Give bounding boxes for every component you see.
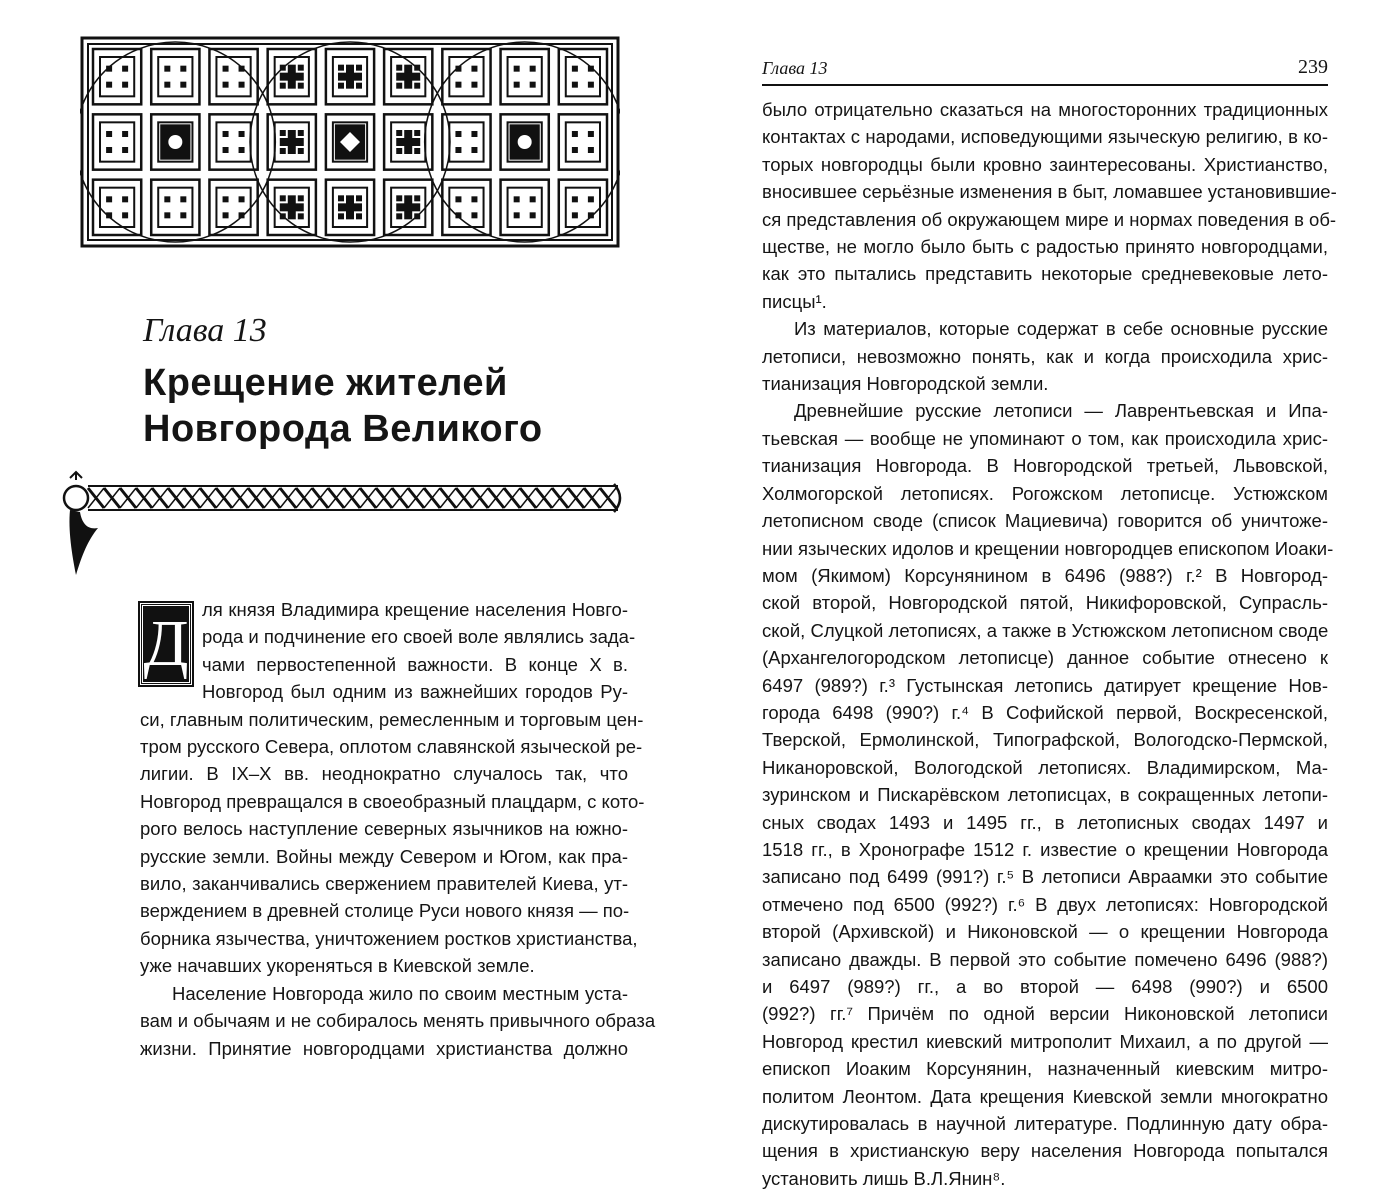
text-line: тьевская — вообще не упоминают о том, как происходила хрис- [762,427,1328,449]
ornament-cell [93,114,141,169]
text-line: чами первостепенной важности. В конце X в. [202,653,628,675]
ornament-cell [326,49,374,104]
text-line: верждением в древней столице Руси нового князя — по- [140,900,630,922]
text-line: Новгород превращался в своеобразный плацдарм, с кото- [140,790,645,812]
text-line: щения в христианскую веру населения Новгорода попытался [762,1140,1328,1162]
knot-icon [64,486,88,510]
text-line: Из материалов, которые содержат в себе основные русские [794,318,1328,340]
text-line: ской, Слуцкой летописях, а также в Устюжском летописном своде [762,619,1329,641]
ornament-cell [501,180,549,235]
chapter-title-line-1: Крещение жителей [143,362,508,404]
text-line: борника язычества, уничтожением ростков христианства, [140,927,638,949]
text-line: и 6497 (989?) гг., а во второй — 6498 (990?) и 6500 [762,976,1328,997]
text-line: вносившее серьёзные изменения в быт, ломавшее установившие- [762,181,1337,203]
text-line: летописном своде (список Мациевича) говорится об уничтоже- [762,510,1328,532]
text-line: установить лишь В.Л.Янин⁸. [762,1167,1006,1189]
text-line: тром русского Севера, оплотом славянской языческой ре- [140,736,643,758]
text-line: ществе, не могло было быть с радостью принято новгородцами, [762,236,1328,258]
text-line: политом Леонтом. Дата крещения Киевской земли многократно [762,1085,1328,1107]
text-line: епископ Иоаким Корсунянин, назначенный киевским митро- [762,1058,1328,1080]
running-head-chapter: Глава 13 [762,58,828,78]
text-line: вило, заканчивались свержением правителей Киева, ут- [140,873,628,895]
paragraph [140,596,645,980]
paragraph [140,980,656,1062]
text-line: Население Новгорода жило по своим местным уста- [172,982,628,1004]
text-line: (992?) гг.⁷ Причём по одной версии Никоновской летописи [762,1003,1328,1025]
left-body-text [140,596,656,1062]
text-line: (Архангелогородском летописце) данное событие отнесено к [762,647,1328,669]
text-line: Никаноровской, Вологодской летописях. Владимирском, Ма- [762,756,1328,778]
text-line: летописи, невозможно понять, как и когда происходила хрис- [762,345,1328,367]
running-header [762,56,1328,86]
text-line: торых новгородцы были кровно заинтересованы. Христианство, [762,153,1328,175]
text-line: 1518 гг., в Хронографе 1512 г. известие о крещении Новгорода [762,838,1328,860]
text-line: было отрицательно сказаться на многосторонних традиционных [762,99,1328,120]
geometric-header-ornament [80,36,620,248]
chapter-title-line-2: Новгорода Великого [143,408,543,450]
page-number: 239 [1298,56,1328,78]
text-line: Новгород был одним из важнейших городов Ру- [202,681,628,703]
leaf-pendant-icon [69,510,98,575]
text-line: рого велось наступление северных язычников на южно- [140,818,628,840]
paragraph [762,315,1328,397]
text-line: записано под 6499 (991?) г.⁵ В летописи Авраамки это событие [762,866,1328,888]
text-line: жизни. Принятие новгородцами христианства должно [140,1037,628,1059]
ornament-cell [326,180,374,235]
text-line: 6497 (989?) г.³ Густынская летопись датирует крещение Нов- [762,674,1328,696]
text-line: как это пытались представить некоторые средневековые лето- [762,263,1328,285]
text-line: города 6498 (990?) г.⁴ В Софийской первой, Воскресенской, [762,701,1328,723]
ornament-cell [151,180,199,235]
text-line: дискутировалась в научной литературе. Подлинную дату обра- [762,1113,1328,1135]
cross-icon [70,472,82,480]
text-line: нии языческих идолов и крещении новгородцев епископом Иоаки- [762,537,1334,559]
ornament-cell [326,114,374,169]
text-line: тианизация Новгородской земли. [762,373,1049,395]
text-line: Холмогорской летописях. Рогожском летописце. Устюжском [762,482,1328,504]
left-page [0,0,693,1080]
text-line: второй (Архивской) и Никоновской — о крещении Новгорода [762,921,1328,943]
text-line: уже начавших укореняться в Киевской земле. [140,955,535,977]
paragraph [762,397,1334,1192]
ornament-cell [501,49,549,104]
text-line: мом (Якимом) Корсунянином в 6496 (988?) г.² В Новгород- [762,564,1328,586]
text-line: лигии. В IX–X вв. неоднократно случалось так, что [140,763,628,785]
text-line: вам и обычаям и не собиралось менять привычного образа [140,1010,656,1032]
text-line: контактах с народами, исповедующими языческую религию, в ко- [762,126,1328,148]
text-line: записано дважды. В первой это событие помечено 6496 (988?) [762,948,1328,970]
text-line: русские земли. Войны между Севером и Югом, как пра- [140,845,628,867]
text-line: рода и подчинение его своей воле являлись зада- [202,626,636,648]
text-line: ля князя Владимира крещение населения Новго- [202,599,628,620]
chapter-title [143,360,543,452]
ornament-cell [151,114,199,169]
text-line: ской второй, Новгородской пятой, Никифоровской, Супрасль- [762,592,1328,614]
text-line: си, главным политическим, ремесленным и торговым цен- [140,708,644,730]
text-line: Новгород крестил киевский митрополит Михаил, а по другой — [762,1030,1328,1052]
text-line: отмечено под 6500 (992?) г.⁶ В двух летописях: Новгородской [762,893,1328,915]
braided-divider-ornament [58,470,628,580]
ornament-cell [501,114,549,169]
text-line: Древнейшие русские летописи — Лаврентьевская и Ипа- [794,400,1328,422]
text-line: зуринском и Пискарёвском летописцах, в сокращенных летопи- [762,784,1328,806]
right-body-text [762,96,1337,1192]
text-line: сных сводах 1493 и 1495 гг., в летописных сводах 1497 и [762,811,1328,833]
text-line: писцы¹. [762,290,827,312]
text-line: ся представления об окружающем мире и нормах поведения в об- [762,208,1337,230]
ornament-cell [151,49,199,104]
drop-cap: Д [140,603,192,685]
text-line: Тверской, Ермолинской, Типографской, Вологодско-Пермской, [762,729,1328,751]
text-line: тианизация Новгорода. В Новгородской третьей, Львовской, [762,455,1328,477]
chapter-label: Глава 13 [143,312,267,349]
paragraph [762,96,1337,315]
ornament-cell [559,114,607,169]
